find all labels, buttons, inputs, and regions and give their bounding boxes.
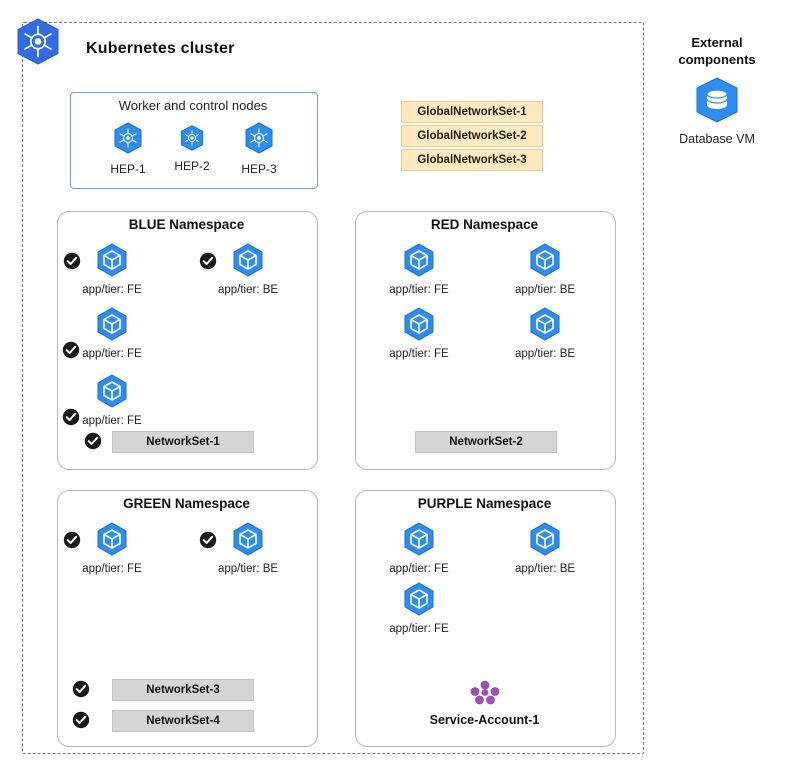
pod-label: app/tier: FE [82, 348, 142, 360]
pod-icon [94, 396, 130, 413]
pod-icon [94, 329, 130, 346]
globalnetworkset-2[interactable]: GlobalNetworkSet-2 [401, 125, 543, 147]
pod-label: app/tier: BE [217, 563, 279, 575]
globalnetworkset-1[interactable]: GlobalNetworkSet-1 [401, 101, 543, 123]
pod-purple-be-1[interactable] [506, 521, 584, 575]
pod-purple-fe-1[interactable] [380, 521, 458, 575]
check-icon [199, 531, 217, 549]
check-icon [199, 252, 217, 270]
worker-control-nodes-title: Worker and control nodes [118, 98, 268, 113]
host-endpoint-icon [111, 142, 145, 159]
pod-icon [527, 329, 563, 346]
pod-icon [230, 544, 266, 561]
external-components-title-line2: components [678, 52, 756, 67]
service-account-label: Service-Account-1 [429, 713, 540, 727]
pod-label: app/tier: FE [82, 415, 142, 427]
pod-label: app/tier: FE [389, 563, 449, 575]
node-label: HEP-2 [174, 159, 210, 173]
globalnetworkset-3[interactable]: GlobalNetworkSet-3 [401, 149, 543, 171]
check-icon [63, 252, 81, 270]
node-label: HEP-1 [110, 162, 146, 176]
pod-label: app/tier: FE [389, 284, 449, 296]
pod-red-fe-1[interactable] [380, 242, 458, 296]
networkset-3[interactable]: NetworkSet-3 [112, 679, 254, 701]
pod-icon [94, 544, 130, 561]
pod-icon [527, 265, 563, 282]
pod-blue-fe-1[interactable] [73, 242, 151, 296]
namespace-purple-title: PURPLE Namespace [417, 496, 552, 511]
pod-blue-be-1[interactable] [209, 242, 287, 296]
pod-label: app/tier: FE [389, 623, 449, 635]
networkset-1[interactable]: NetworkSet-1 [112, 431, 254, 453]
pod-label: app/tier: BE [514, 348, 576, 360]
external-components-title-line1: External [691, 35, 743, 50]
service-account-icon[interactable] [467, 676, 503, 711]
check-icon [72, 680, 90, 698]
namespace-blue-title: BLUE Namespace [128, 217, 245, 232]
node-label: HEP-3 [241, 162, 277, 176]
pod-icon [527, 544, 563, 561]
pod-red-fe-2[interactable] [380, 306, 458, 360]
check-icon [62, 408, 80, 426]
database-vm-icon[interactable] [691, 76, 743, 133]
pod-icon [401, 265, 437, 282]
pod-icon [401, 544, 437, 561]
cluster-title: Kubernetes cluster [86, 40, 235, 57]
pod-purple-fe-2[interactable] [380, 581, 458, 635]
database-vm-label: Database VM [679, 132, 755, 146]
namespace-green-title: GREEN Namespace [123, 496, 250, 511]
pod-label: app/tier: FE [82, 284, 142, 296]
kubernetes-logo-icon [10, 16, 66, 72]
check-icon [72, 711, 90, 729]
pod-red-be-2[interactable] [506, 306, 584, 360]
pod-label: app/tier: FE [389, 348, 449, 360]
networkset-2[interactable]: NetworkSet-2 [415, 431, 557, 453]
pod-green-be-1[interactable] [209, 521, 287, 575]
host-endpoint-icon [242, 142, 276, 159]
pod-icon [230, 265, 266, 282]
pod-icon [94, 265, 130, 282]
namespace-red-title: RED Namespace [430, 217, 539, 232]
pod-blue-fe-2[interactable] [73, 306, 151, 360]
check-icon [63, 531, 81, 549]
node-hep-2[interactable] [157, 124, 227, 173]
pod-label: app/tier: BE [217, 284, 279, 296]
pod-label: app/tier: BE [514, 563, 576, 575]
check-icon [84, 432, 102, 450]
node-hep-1[interactable] [93, 121, 163, 176]
networkset-4[interactable]: NetworkSet-4 [112, 710, 254, 732]
pod-red-be-1[interactable] [506, 242, 584, 296]
node-hep-3[interactable] [224, 121, 294, 176]
pod-green-fe-1[interactable] [73, 521, 151, 575]
pod-icon [401, 604, 437, 621]
pod-label: app/tier: FE [82, 563, 142, 575]
check-icon [62, 341, 80, 359]
pod-icon [401, 329, 437, 346]
external-components-title [656, 34, 778, 68]
pod-blue-fe-3[interactable] [73, 373, 151, 427]
host-endpoint-icon [178, 139, 206, 156]
pod-label: app/tier: BE [514, 284, 576, 296]
